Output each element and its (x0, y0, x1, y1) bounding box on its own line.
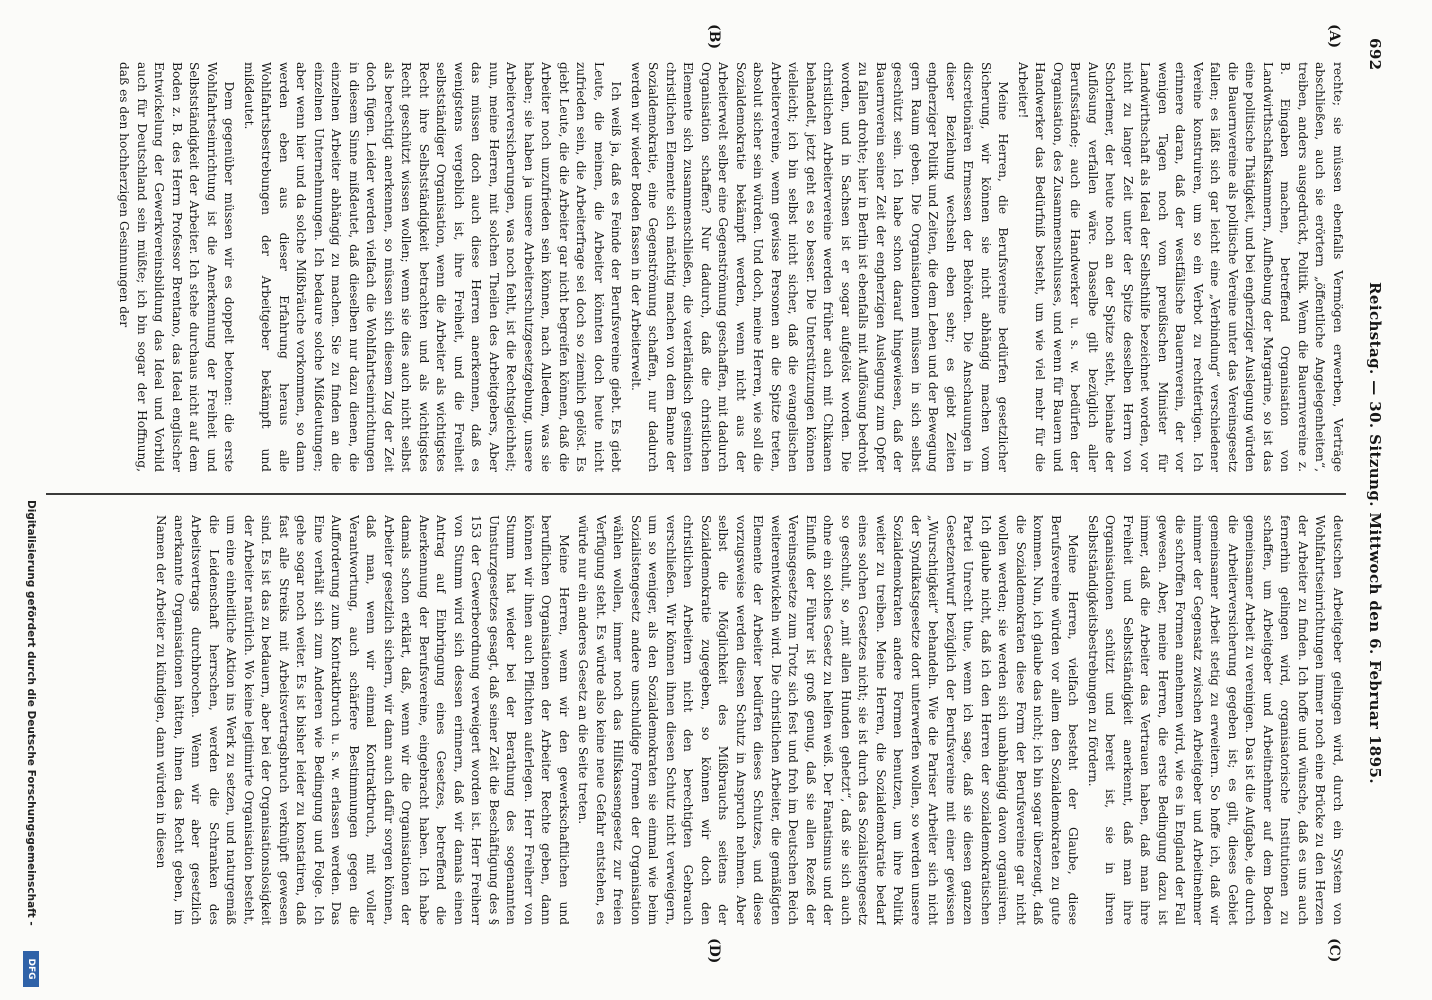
paragraph: Ich weiß ja, daß es Feinde der Berufsvereine giebt. Es giebt Leute, die meinen, die Arbeiter könnten doch heute nicht zufrieden sein, die Arbeiterfrage sei doch so ziemlich gelöst. Es giebt Leute, die die Arbeiter gar nicht begreifen können, daß die Arbeiter noch unzufrieden sein können, nach Alledem, was sie haben; sie haben ja unsere Arbeiterschutzgesetzgebung, unsere Arbeiterversicherungen, was noch fehlt, ist die Rechtsgleichheit; nun, meine Herren, mit solchen Theilen des Arbeitgebers, Aber das müssen doch auch diese Herren anerkennen, daß es wenigstens vergeblich ist, ihre Freiheit, und die Freiheit selbstständiger Organisation, wenn die Arbeiter als wichtigstes Recht ihre Selbstständigkeit betrachten und als wichtigstes Recht geschützt wissen wollen; wenn sie dies auch nicht selbst als berechtigt anerkennen, so müssen sich diesem Zug der Zeit doch fügen. Leider werden vielfach die Wohlfahrtseinrichtungen in diesem Sinne mißdeutet, daß dieselben nur dazu dienen, die einzelnen Arbeiter abhängig zu machen. Sie zu finden an die einzelnen Unternehmungen. Ich bedaure solche Mißdeutungen; aber wenn hier und da solche Mißbräuche vorkommen, so dann werden eben aus dieser Erfahrung heraus alle Wohlfahrtsbestrebungen der Arbeitgeber bekämpft und mißdeutet. (242, 62, 624, 472)
page-number: 692 (1366, 38, 1384, 71)
paragraph: Meine Herren, vielfach besteht der Glaube, diese Berufsvereine würden vor allem den Sozialdemokraten zu gute kommen. Nun, ich glaube das nicht; ich bin sogar überzeugt, daß die Sozialdemokraten diese Form der Berufsvereine gar nicht wollen werden; sie werden sich unabhängig davon organisiren. Ich glaube nicht, daß ich den Herren der sozialdemokratischen Partei Unrecht thue, wenn ich sage, daß sie diesen ganzen Gesetzentwurf bezüglich der Berufsvereine mit einer gewissen „Wurschtigkeit“ behandeln. Wie die Pariser Arbeiter sich nicht der Syndikatsgesetze dort unterwerfen wollen, so werden unsere Sozialdemokraten andere Formen benutzen, um ihre Politik weiter zu treiben. Meine Herren, die Sozialdemokratie bedarf eines solchen Gesetzes nicht; sie ist durch das Sozialistengesetz so geschult, so „mit allen Hunden gehetzt“, daß sie sich auch ohne ein solches Gesetz zu helfen weiß. Der Fanatismus und der Einfluß der Führer ist groß genug, daß sie allen Rezeß der Vereinsgesetze zum Trotz sich fest und froh im Deutschen Reich weiterentwickeln wird. Die christlichen Arbeiter, die gemäßigten Elemente der Arbeiter bedürfen dieses Schutzes, und diese vorzugsweise werden diesen Schutz in Anspruch nehmen. Aber selbst die Möglichkeit des Mißbrauchs seitens der Sozialdemokratie zugegeben, so können wir doch den christlichen Arbeitern nicht den berechtigten Gebrauch verschließen. Wir können ihnen diesen Schutz nicht verweigern, um so weniger, als den Sozialdemokraten sie einmal wie beim Sozialistengesetz andere unschuldige Formen der Organisation wählen wollen, immer noch das Hilfskassengesetz zur freien Verfügung steht. Es würde also keine neue Gefahr entstehen, es würde nur ein anderes Gesetz an die Seite treten. (576, 515, 1081, 925)
paragraph: deutschen Arbeitgeber gelingen wird, durch ein System von Wohlfahrtseinrichtungen immer noch eine Brücke zu den Herzen der Arbeiter zu finden. Ich hoffe und wünsche, daß es uns auch fernerhin gelingen wird, organisatorische Institutionen zu schaffen, um Arbeitgeber und Arbeitnehmer auf dem Boden gemeinsamer Arbeit zu vereinigen. Das ist die Aufgabe, die durch die Arbeiterversicherung gegeben ist; es gilt, dieses Gebiet gemeinsamer Arbeit stetig zu erweitern. So hoffe ich, daß wir nimmer der Gegensatz zwischen Arbeitgeber und Arbeitnehmer die schroffen Formen annehmen wird, wie es in England der Fall gewesen. Aber, meine Herren, die erste Bedingung dazu ist immer, daß die Arbeiter das Vertrauen haben, daß man ihre Freiheit und Selbstständigkeit anerkennt, daß man ihre Organisationen schützt und bereit ist, sie in ihren Selbstständigkeitsbestrebungen zu fördern. (1086, 515, 1345, 925)
margin-marker-d: (D) (706, 938, 722, 964)
right-text-column (36, 515, 1346, 925)
paragraph: rechte; sie müssen ebenfalls Vermögen erwerben, Verträge abschließen, auch sie erörtern „öffentliche Angelegenheiten“, treiben, anders ausgedrückt, Politik. Wenn die Bauernvereine z. B. Eingaben machen, betreffend Organisation von Landwirthschaftskammern, Aufhebung der Margarine, so ist das eine politische Thätigkeit, und bei engherziger Auslegung würden die Bauernvereine als politische Vereine unter das Vereinsgesetz fallen; es läßt sich gar leicht eine „Verbindung“ verschiedener Vereine konstruiren, um so ein Verbot zu rechtfertigen. Ich erinnere daran, daß der westfälische Bauernverein, der vor wenigen Tagen noch vom preußischen Minister für Landwirthschaft als Ideal der Selbsthilfe bezeichnet worden, vor nicht zu langer Zeit unter der Spitze desselben Herrn von Schorlemer, der heute noch an der Spitze steht, beinahe der Auflösung verfallen wäre. Dasselbe gilt bezüglich aller Berufsstände; auch die Handwerker u. s. w. bedürfen der Organisation, des Zusammenschlusses, und wenn für Bauern und Handwerker das Bedürfniß besteht, um wie viel mehr für die Arbeiter! (1016, 62, 1345, 472)
margin-marker-b: (B) (706, 24, 722, 50)
left-text-column (36, 62, 1346, 472)
margin-marker-c: (C) (1326, 938, 1342, 963)
paragraph: Meine Herren, wenn wir den gewerkschaftlichen und beruflichen Organisationen der Arbeiter Rechte geben, dann können wir ihnen auch Pflichten auferlegen. Herr Freiherr von Stumm hat wieder bei der Berathung des sogenannten Umsturzgesetzes gesagt, daß seiner Zeit die Beschäftigung des § 153 der Gewerbeordnung verweigert worden ist. Herr Freiherr von Stumm wird sich dessen erinnern, daß wir damals einen Antrag auf Einbringung eines Gesetzes, betreffend die Anerkennung der Berufsvereine, eingebracht haben. Ich habe damals schon erklärt, daß, wenn wir die Organisationen der Arbeiter gesetzlich sichern, wir dann auch dafür sorgen können, daß man, wenn wir einmal Kontraktbruch, mit voller Verantwortung, auch schärfere Bestimmungen gegen die Aufforderung zum Kontraktbruch u. s. w. erlassen werden. Das Eine verhält sich zum Anderen wie Bedingung und Folge. Ich gehe sogar noch weiter. Es ist bisher leider zu konstatiren, daß fast alle Streiks mit Arbeitsvertragsbruch verknüpft gewesen sind. Es ist das zu bedauern, aber bei der Organisationslosigkeit der Arbeiter natürlich. Wo keine legitimirte Organisation besteht, um eine einheitliche Aktion ins Werk zu setzen, und naturgemäß die Leidenschaft herrschen, werden die Schranken des Arbeitsvertrags durchbrochen. Wenn wir aber gesetzlich anerkannte Organisationen hätten, ihnen das Recht geben, im Namen der Arbeiter zu kündigen, dann würden in diesen (154, 515, 571, 925)
paragraph: Meine Herren, die Berufsvereine bedürfen gesetzlicher Sicherung, wir können sie nicht abhängig machen vom discretionären Ermessen der Behörden. Die Anschauungen in dieser Beziehung wechseln eben sehr; es giebt Zeiten engherziger Politik und Zeiten, die dem Leben und der Bewegung gern Raum geben. Die Organisationen müssen in sich selbst geschützt sein. Ich habe schon darauf hingewiesen, daß der Bauernverein seiner Zeit der engherzigen Auslegung zum Opfer zu fallen drohte; hier in Berlin ist ebenfalls mit Auflösung bedroht worden, und in Sachsen ist er sogar aufgelöst worden. Die christlichen Arbeitervereine werden früher auch mit Chikanen behandelt, jetzt geht es so besser. Die Unterstützungen können vielleicht; ich bin selbst nicht sicher, daß die evangelischen Arbeitervereine, wenn gewisse Personen an die Spitze treten, absolut sicher sein würden. Und doch, meine Herren, wie soll die Sozialdemokratie bekämpft werden, wenn nicht aus der Arbeiterwelt selber eine Gegenströmung geschaffen, mit dadurch Organisation schaffen? Nur dadurch, daß die christlichen Elemente sich zusammenschließen, die vaterländisch gesinnten christlichen Elemente sich mächtig machen von dem Banne der Sozialdemokratie, eine Gegenströmung schaffen, nur dadurch werden wir wieder Boden fassen in der Arbeiterwelt. (629, 62, 1011, 472)
running-title: Reichstag. — 30. Sitzung. Mittwoch den 6. Februar 1895. (1366, 282, 1384, 784)
column-divider (46, 493, 1346, 495)
digitization-credit: Digitalisierung gefördert durch die Deutsche Forschungsgemeinschaft - (25, 500, 37, 926)
page-header (1360, 38, 1388, 968)
margin-marker-a: (A) (1326, 24, 1342, 49)
dfg-logo: DFG (23, 951, 39, 987)
paragraph: Dem gegenüber müssen wir es doppelt betonen: die erste Wohlfahrtseinrichtung ist die Anerkennung der Freiheit und Selbstständigkeit der Arbeiter. Ich stehe durchaus nicht auf dem Boden z. B. des Herrn Professor Brentano, das Ideal englischer Entwickelung der Gewerkvereinsbildung das Ideal und Vorbild auch für Deutschland sein müßte; ich bin sogar der Hoffnung, daß es den hochherzigen Gesinnungen der (117, 62, 237, 472)
